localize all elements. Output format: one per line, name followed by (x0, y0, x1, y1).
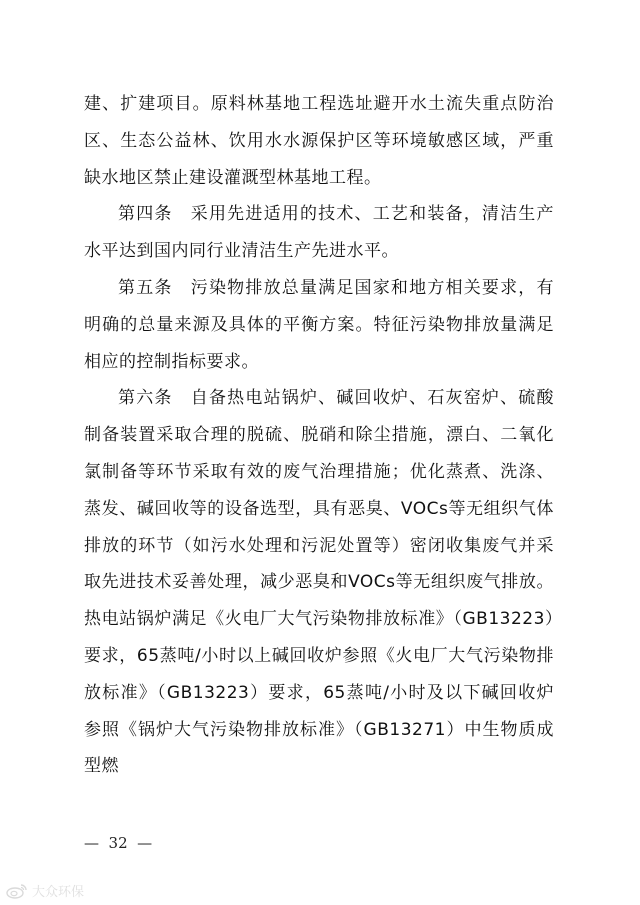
paragraph-article-6: 第六条 自备热电站锅炉、碱回收炉、石灰窑炉、硫酸制备装置采取合理的脱硫、脱硝和除尘措施，漂白、二氧化氯制备等环节采取有效的废气治理措施；优化蒸煮、洗涤、蒸发、碱回收等的设备选型，具有恶臭、VOCs等无组织气体排放的环节（如污水处理和污泥处置等）密闭收集废气并采取先进技术妥善处理，减少恶臭和VOCs等无组织废气排放。热电站锅炉满足《火电厂大气污染物排放标准》（GB13223）要求，65蒸吨/小时以上碱回收炉参照《火电厂大气污染物排放标准》（GB13223）要求，65蒸吨/小时及以下碱回收炉参照《锅炉大气污染物排放标准》（GB13271）中生物质成型燃 (84, 388, 554, 777)
watermark-text: 大众环保 (32, 885, 85, 900)
paragraph-continuation: 建、扩建项目。原料林基地工程选址避开水土流失重点防治区、生态公益林、饮用水水源保护区等环境敏感区域，严重缺水地区禁止建设灌溉型林基地工程。 (84, 94, 554, 188)
document-body (84, 86, 554, 785)
watermark (6, 881, 84, 900)
paragraph-article-4: 第四条 采用先进适用的技术、工艺和装备，清洁生产水平达到国内同行业清洁生产先进水平。 (84, 204, 554, 262)
weibo-logo-icon (6, 883, 28, 899)
page-number: — 32 — (84, 834, 153, 852)
paragraph-article-5: 第五条 污染物排放总量满足国家和地方相关要求，有明确的总量来源及具体的平衡方案。特征污染物排放量满足相应的控制指标要求。 (84, 277, 554, 372)
